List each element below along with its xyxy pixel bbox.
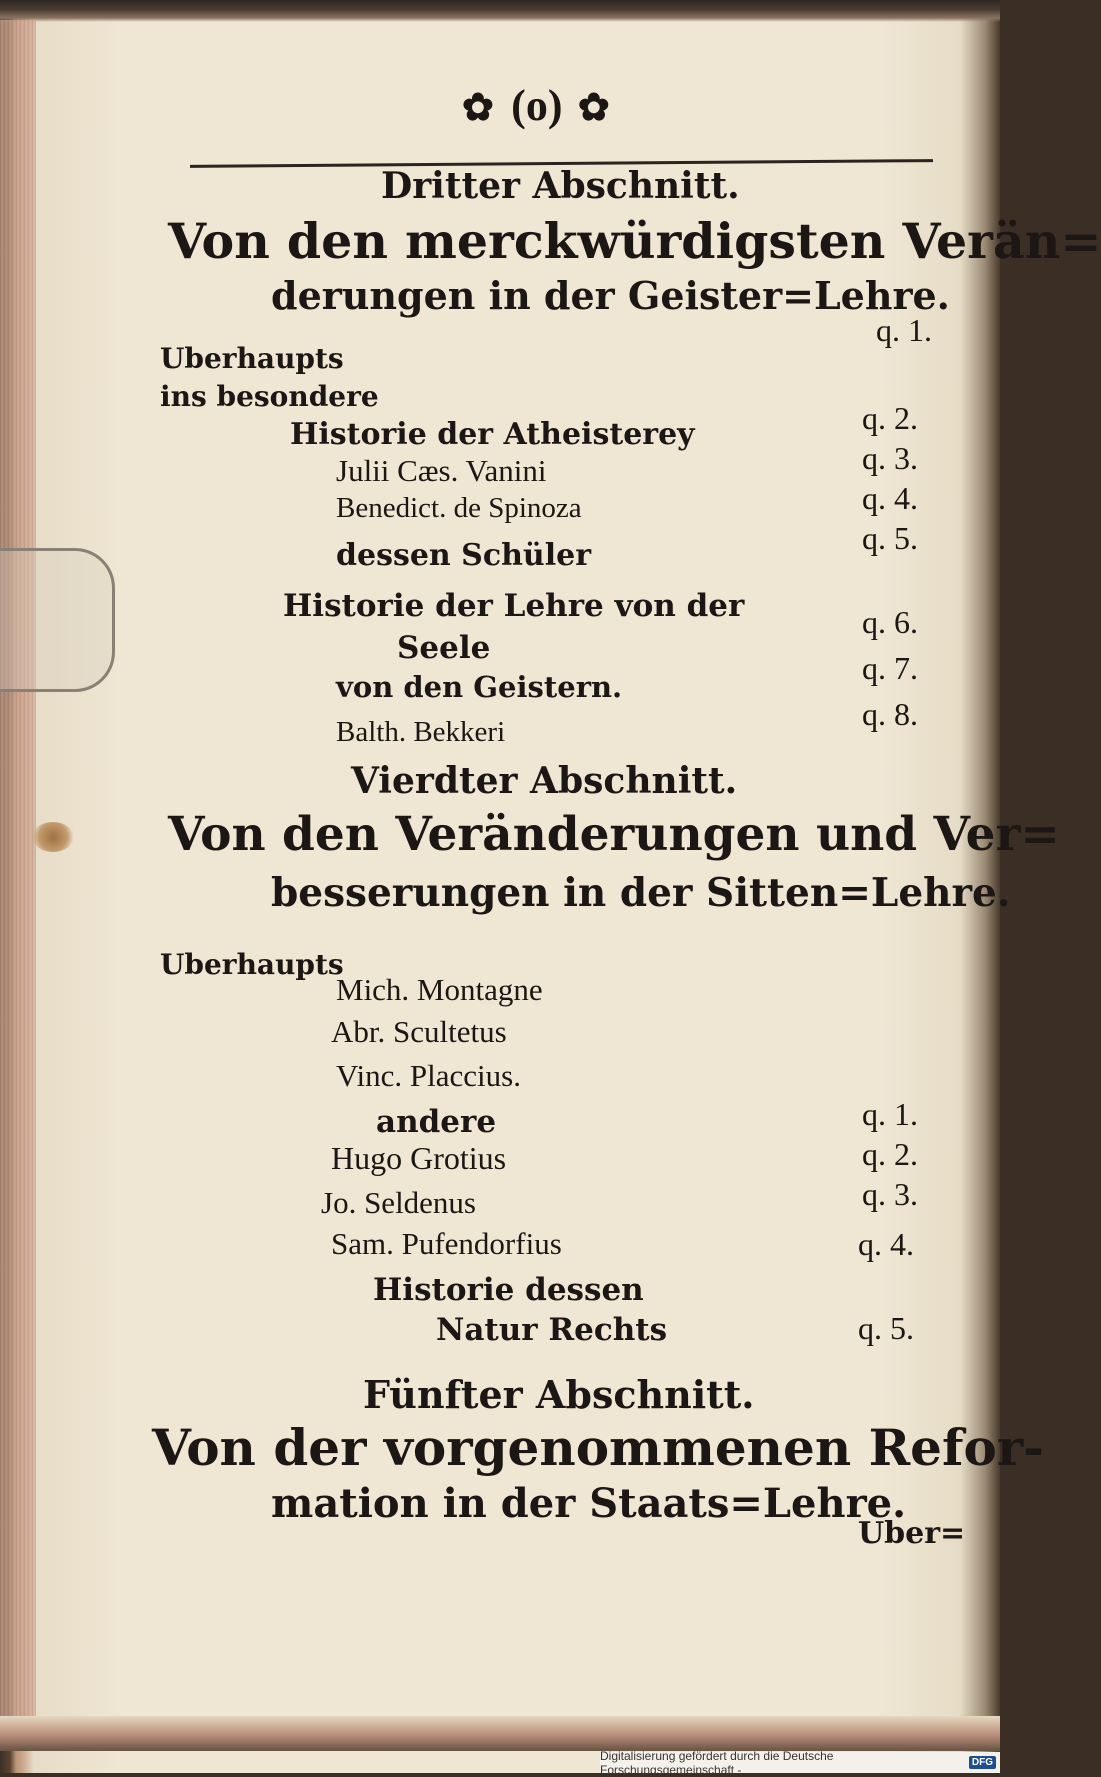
paragraph-ref: q. 7. <box>862 650 918 686</box>
toc-entry: von den Geistern. <box>336 670 623 704</box>
section-heading: Dritter Abschnitt. <box>381 165 740 207</box>
paragraph-ref: q. 5. <box>858 1310 914 1346</box>
toc-entry: Vinc. Placcius. <box>336 1058 521 1093</box>
toc-entry: Mich. Montagne <box>336 972 543 1007</box>
toc-entry: Uberhaupts <box>160 342 344 375</box>
paragraph-ref: q. 3. <box>862 1176 918 1212</box>
paragraph-ref: q. 2. <box>862 1136 918 1172</box>
paragraph-ref: q. 6. <box>862 604 918 640</box>
toc-entry: Hugo Grotius <box>331 1140 507 1176</box>
toc-entry: Sam. Pufendorfius <box>331 1226 562 1261</box>
credit-text: Digitalisierung gefördert durch die Deutsche Forschungsgemeinschaft - <box>600 1748 834 1777</box>
toc-entry: Seele <box>397 630 491 666</box>
toc-entry: Natur Rechts <box>436 1312 668 1348</box>
page-marker: (o) <box>511 81 563 130</box>
toc-entry: andere <box>376 1104 497 1140</box>
toc-entry: ins besondere <box>160 380 379 413</box>
section-title: Von den Veränderungen und Ver= <box>168 807 1060 862</box>
paragraph-ref: q. 1. <box>876 312 932 348</box>
flower-ornament-icon: ✿ <box>462 84 496 129</box>
section-title: derungen in der Geister=Lehre. <box>271 273 950 318</box>
toc-entry: Balth. Bekkeri <box>336 716 506 748</box>
paragraph-ref: q. 4. <box>862 480 918 516</box>
section-title: Von der vorgenommenen Refor- <box>152 1418 1044 1477</box>
toc-entry: Historie der Lehre von der <box>283 588 745 624</box>
toc-entry: Uberhaupts <box>160 948 344 981</box>
toc-entry: Jo. Seldenus <box>321 1185 476 1220</box>
toc-entry: Abr. Scultetus <box>331 1014 507 1049</box>
section-heading: Vierdter Abschnitt. <box>351 760 738 802</box>
section-heading: Fünfter Abschnitt. <box>363 1372 755 1417</box>
paragraph-ref: q. 2. <box>862 400 918 436</box>
paragraph-ref: q. 8. <box>862 696 918 732</box>
digitization-credit <box>600 1748 1000 1777</box>
toc-entry: Historie der Atheisterey <box>290 417 695 452</box>
paragraph-ref: q. 3. <box>862 440 918 476</box>
paragraph-ref: q. 4. <box>858 1226 914 1262</box>
toc-entry: Benedict. de Spinoza <box>336 492 582 524</box>
section-title: Von den merckwürdigsten Verän= <box>168 212 1101 270</box>
dfg-logo: DFG <box>969 1756 996 1769</box>
toc-entry: Historie dessen <box>373 1272 644 1308</box>
section-title: mation in der Staats=Lehre. <box>271 1480 907 1527</box>
paragraph-ref: q. 1. <box>862 1096 918 1132</box>
page-header <box>462 80 612 131</box>
catchword: Uber= <box>858 1516 966 1551</box>
flower-ornament-icon: ✿ <box>577 84 612 129</box>
toc-entry: dessen Schüler <box>336 538 592 573</box>
paragraph-ref: q. 5. <box>862 520 918 556</box>
section-title: besserungen in der Sitten=Lehre. <box>271 870 1011 916</box>
toc-entry: Julii Cæs. Vanini <box>336 453 547 488</box>
